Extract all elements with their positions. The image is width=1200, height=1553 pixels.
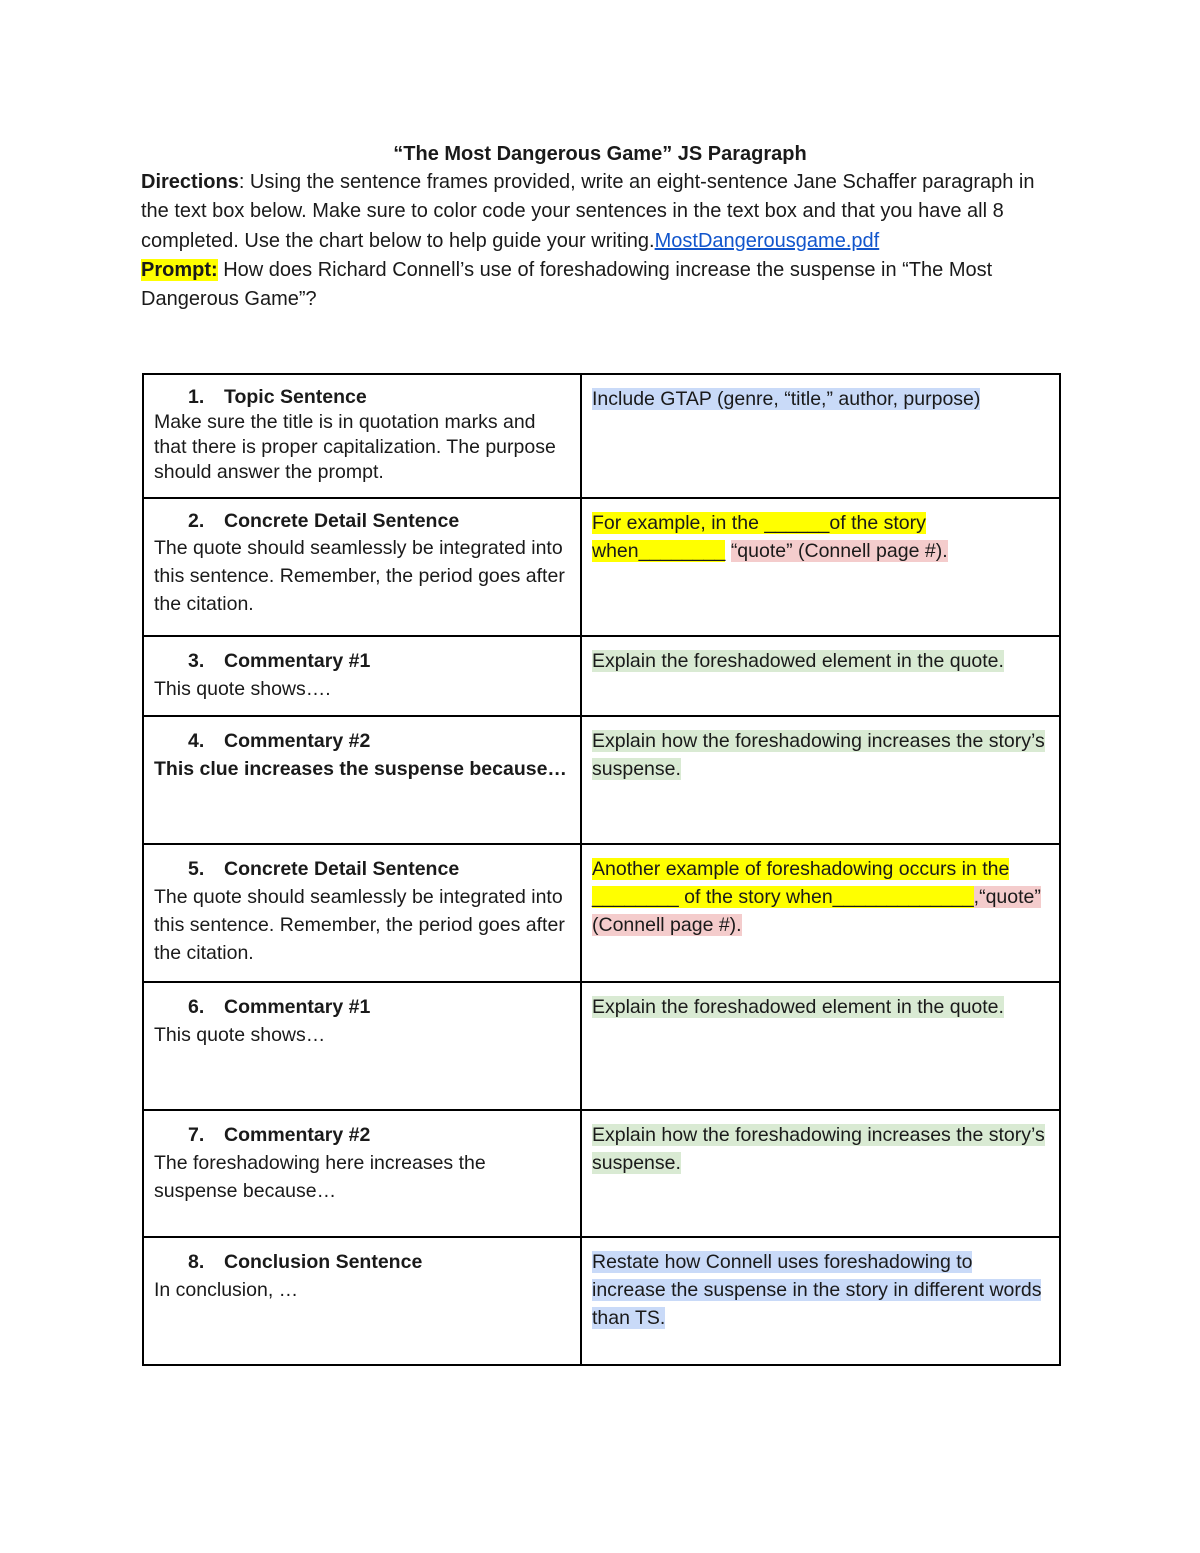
row-instructions-cell bbox=[143, 716, 581, 844]
row-heading-text: Commentary #1 bbox=[224, 996, 371, 1018]
sentence-frames-table bbox=[142, 373, 1061, 1366]
row-frame-cell bbox=[581, 982, 1060, 1110]
row-frame-cell bbox=[581, 636, 1060, 716]
row-frame-cell bbox=[581, 716, 1060, 844]
frame-text-pink: “quote” (Connell page #). bbox=[730, 540, 948, 562]
row-heading bbox=[154, 855, 570, 883]
row-number: 8. bbox=[188, 1251, 205, 1273]
row-frame-cell bbox=[581, 1110, 1060, 1237]
directions-text: Using the sentence frames provided, write an eight-sentence Jane Schaffer paragraph in the text box below. Make sure to color code your sentences in the text box and that you have all 8 completed. Use the chart below to help guide your writing. bbox=[141, 171, 1035, 252]
directions-label: Directions bbox=[141, 171, 239, 193]
frame-text-yellow: Another example of foreshadowing occurs in the ________ of the story when_____________ bbox=[592, 858, 1010, 908]
table-row bbox=[143, 844, 1060, 982]
row-frame-cell bbox=[581, 498, 1060, 636]
frame-text-green: Explain the foreshadowed element in the quote. bbox=[592, 996, 1004, 1018]
row-instructions-cell bbox=[143, 844, 581, 982]
table-row bbox=[143, 982, 1060, 1110]
table-row bbox=[143, 498, 1060, 636]
row-instructions-cell bbox=[143, 1110, 581, 1237]
frame-text-green: Explain how the foreshadowing increases the story’s suspense. bbox=[592, 730, 1045, 780]
row-instructions-cell bbox=[143, 636, 581, 716]
row-frame-cell bbox=[581, 1237, 1060, 1365]
row-description: This clue increases the suspense because… bbox=[154, 758, 567, 780]
row-heading bbox=[154, 1248, 570, 1276]
row-frame-cell bbox=[581, 374, 1060, 498]
frame-text-yellow: For example, in the ______of the story when________ bbox=[592, 512, 926, 562]
frame-text-blue: Include GTAP (genre, “title,” author, purpose) bbox=[592, 388, 981, 410]
row-instructions-cell bbox=[143, 982, 581, 1110]
intro-section bbox=[141, 168, 1061, 314]
table-row bbox=[143, 636, 1060, 716]
table-row bbox=[143, 716, 1060, 844]
frame-text-green: Explain the foreshadowed element in the quote. bbox=[592, 650, 1004, 672]
row-heading-text: Concrete Detail Sentence bbox=[224, 858, 460, 880]
row-frame-cell bbox=[581, 844, 1060, 982]
row-instructions-cell bbox=[143, 1237, 581, 1365]
row-number: 6. bbox=[188, 996, 205, 1018]
row-description: The quote should seamlessly be integrated into this sentence. Remember, the period goes after the citation. bbox=[154, 886, 565, 964]
row-heading bbox=[154, 647, 570, 675]
row-description: In conclusion, … bbox=[154, 1279, 299, 1301]
row-description: The quote should seamlessly be integrated into this sentence. Remember, the period goes after the citation. bbox=[154, 537, 565, 615]
table-row bbox=[143, 1110, 1060, 1237]
row-number: 4. bbox=[188, 730, 205, 752]
page-title: “The Most Dangerous Game” JS Paragraph bbox=[393, 143, 807, 165]
table-row bbox=[143, 1237, 1060, 1365]
row-heading-text: Topic Sentence bbox=[224, 386, 367, 408]
table-row bbox=[143, 374, 1060, 498]
row-number: 1. bbox=[188, 386, 205, 408]
directions-colon: : bbox=[238, 171, 245, 193]
row-heading bbox=[154, 509, 570, 534]
prompt-text: How does Richard Connell’s use of foreshadowing increase the suspense in “The Most Dangerous Game”? bbox=[141, 258, 993, 311]
row-number: 5. bbox=[188, 858, 205, 880]
row-description: This quote shows…. bbox=[154, 678, 331, 700]
row-heading-text: Concrete Detail Sentence bbox=[224, 510, 460, 532]
pdf-link[interactable]: MostDangerousgame.pdf bbox=[654, 229, 880, 252]
row-instructions-cell bbox=[143, 374, 581, 498]
directions-paragraph bbox=[141, 168, 1061, 256]
row-heading bbox=[154, 993, 570, 1021]
frame-text-blue: Restate how Connell uses foreshadowing to increase the suspense in the story in different words than TS. bbox=[592, 1251, 1042, 1329]
row-heading-text: Commentary #2 bbox=[224, 1124, 371, 1146]
row-heading bbox=[154, 727, 570, 755]
row-description: Make sure the title is in quotation marks and that there is proper capitalization. The purpose should answer the prompt. bbox=[154, 411, 556, 483]
row-number: 3. bbox=[188, 650, 205, 672]
row-heading-text: Commentary #2 bbox=[224, 730, 371, 752]
prompt-label: Prompt: bbox=[141, 258, 218, 281]
row-heading-text: Conclusion Sentence bbox=[224, 1251, 423, 1273]
row-heading-text: Commentary #1 bbox=[224, 650, 371, 672]
frame-text-pink: ,“quote” (Connell page #). bbox=[592, 886, 1041, 936]
row-description: This quote shows… bbox=[154, 1024, 326, 1046]
row-description: The foreshadowing here increases the suspense because… bbox=[154, 1152, 486, 1202]
row-heading bbox=[154, 1121, 570, 1149]
prompt-paragraph bbox=[141, 256, 1061, 315]
row-heading bbox=[154, 385, 570, 410]
row-number: 7. bbox=[188, 1124, 205, 1146]
row-number: 2. bbox=[188, 510, 205, 532]
row-instructions-cell bbox=[143, 498, 581, 636]
frame-text-green: Explain how the foreshadowing increases the story’s suspense. bbox=[592, 1124, 1045, 1174]
